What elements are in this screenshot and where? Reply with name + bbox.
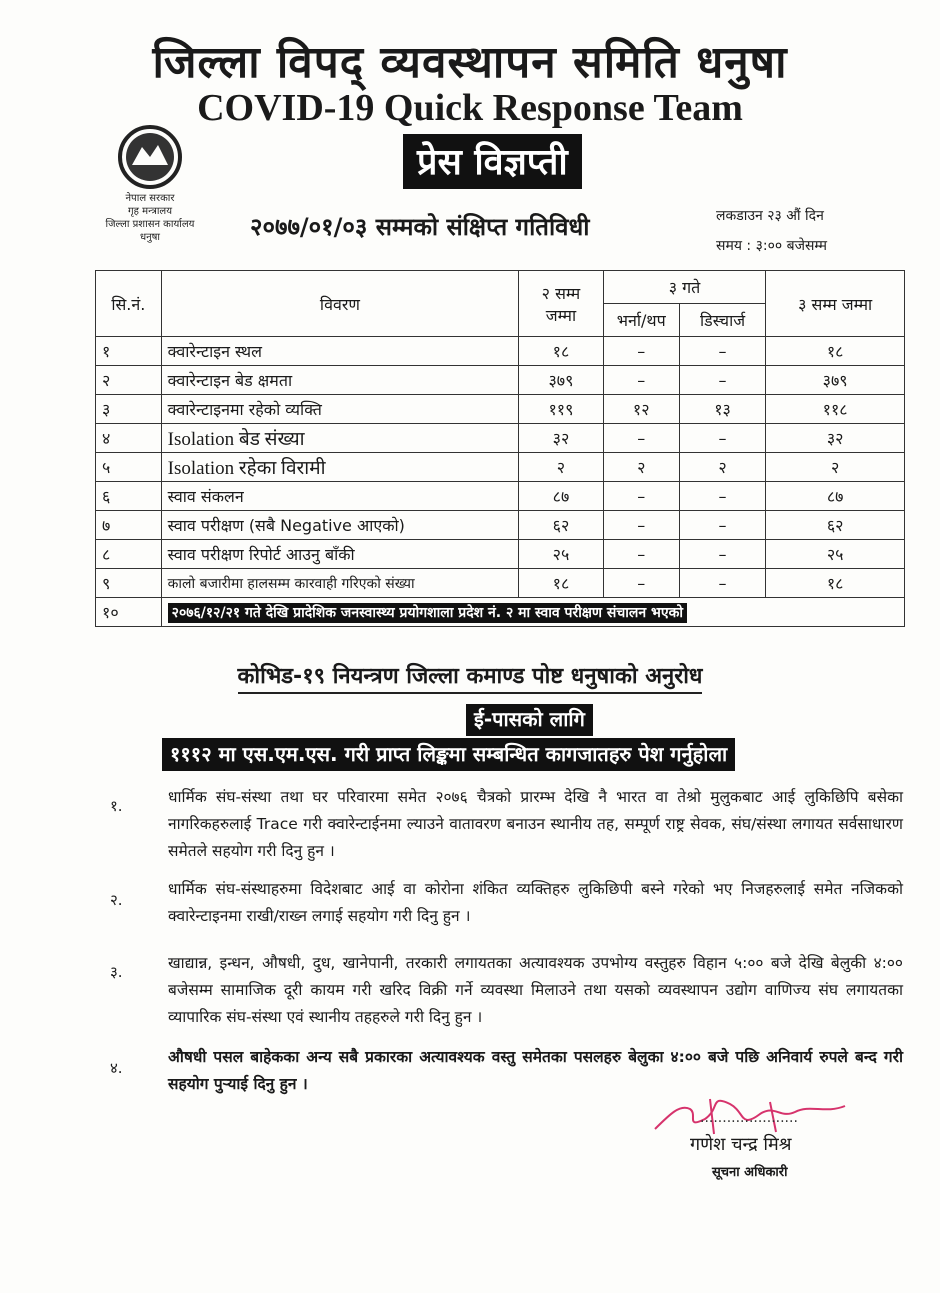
row-discharge: – [679,424,766,453]
seal-line1: नेपाल सरकार [125,193,175,204]
row-sn: ७ [96,511,162,540]
row-description: स्वाव परीक्षण रिपोर्ट आउनु बाँकी [161,540,519,569]
row-admit: – [603,511,679,540]
row-sn: ९ [96,569,162,598]
row-description: स्वाव परीक्षण (सबै Negative आएको) [161,511,519,540]
table-row [96,569,905,598]
table-row [96,453,905,482]
signature-line: ...................... [700,1110,798,1126]
table-row [96,395,905,424]
row-till3: ६२ [766,511,905,540]
row-admit: – [603,366,679,395]
appeal-item-text: धार्मिक संघ-संस्थाहरुमा विदेशबाट आई वा कोरोना शंकित व्यक्तिहरु लुकिछिपी बस्ने गरेको भए निजहरुलाई समेत नजिकको क्वारेन्टाइनमा राखी/राख्न लगाई सहयोग गरी दिनु हुन । [168,880,903,925]
row-admit: – [603,540,679,569]
seal-line3: जिल्ला प्रशासन कार्यालय [105,219,195,230]
sms-banner: १११२ मा एस.एम.एस. गरी प्राप्त लिङ्कमा सम्बन्धित कागजातहरु पेश गर्नुहोला [162,738,735,771]
row-sn: ४ [96,424,162,453]
row-admit: – [603,337,679,366]
item-number: २. [110,891,123,909]
row-admit: – [603,424,679,453]
row-description: कालो बजारीमा हालसम्म कारवाही गरिएको संख्या [161,569,519,598]
row-description: क्वारेन्टाइन स्थल [161,337,519,366]
row-description: Isolation बेड संख्या [161,424,519,453]
epass-banner: ई-पासको लागि [466,704,593,736]
row-description: स्वाव संकलन [161,482,519,511]
table-row [96,540,905,569]
table-row [96,482,905,511]
row-till2: २ [519,453,603,482]
appeal-item-text: खाद्यान्न, इन्धन, औषधी, दुध, खानेपानी, तरकारी लगायतका अत्यावश्यक उपभोग्य वस्तुहरु विहान ५:०० बजे देखि बेलुकी ४:०० बजेसम्म सामाजिक दूरी कायम गरी खरिद विक्री गर्ने व्यवस्था मिलाउने तथा यसको व्यवस्थापन उद्योग वाणिज्य संघ लगायतका व्यापारिक संघ-संस्था एवं स्थानीय तहहरुले गरी दिनु हुन । [168,954,903,1026]
row-admit: – [603,482,679,511]
office-title: जिल्ला विपद् व्यवस्थापन समिति धनुषा [152,37,788,88]
row-till2: २५ [519,540,603,569]
press-release-banner: प्रेस विज्ञप्ती [403,134,582,189]
report-time: समय : ३:०० बजेसम्म [716,238,827,254]
row-discharge: – [679,482,766,511]
row-till3: ८७ [766,482,905,511]
item-number: ३. [110,963,123,981]
row-discharge: २ [679,453,766,482]
header-discharge: डिस्चार्ज [679,304,766,337]
row-discharge: – [679,337,766,366]
government-seal-icon [80,115,220,245]
signer-title: सूचना अधिकारी [712,1165,788,1180]
summary-title: २०७७/०१/०३ सम्मको संक्षिप्त गतिविधी [250,213,590,241]
table-row [96,511,905,540]
row-sn: ८ [96,540,162,569]
row-discharge: – [679,366,766,395]
row-till3: ११८ [766,395,905,424]
row-sn: ६ [96,482,162,511]
row-till3: ३७९ [766,366,905,395]
header-till-2: २ सम्म जम्मा [519,271,603,337]
row-till3: २५ [766,540,905,569]
row-sn: २ [96,366,162,395]
table-row [96,424,905,453]
header-on-3: ३ गते [603,271,766,304]
table-note-row [96,598,905,627]
row-discharge: – [679,569,766,598]
seal-line4: धनुषा [139,232,161,243]
status-table [95,270,905,627]
lab-note: २०७६/१२/२१ गते देखि प्रादेशिक जनस्वास्थ्य प्रयोगशाला प्रदेश नं. २ मा स्वाव परीक्षण संचालन भएको [168,603,687,623]
row-till3: ३२ [766,424,905,453]
signer-name: गणेश चन्द्र मिश्र [690,1134,792,1155]
seal-line2: गृह मन्त्रालय [127,206,173,217]
row-till2: ११९ [519,395,603,424]
row-description: क्वारेन्टाइनमा रहेको व्यक्ति [161,395,519,424]
row-till3: २ [766,453,905,482]
row-till2: १८ [519,569,603,598]
header-sn: सि.नं. [96,271,162,337]
header-admit: भर्ना/थप [603,304,679,337]
lockdown-day: लकडाउन २३ औं दिन [716,208,824,224]
row-sn: ३ [96,395,162,424]
row-discharge: – [679,540,766,569]
row-till2: ६२ [519,511,603,540]
row-till2: ३२ [519,424,603,453]
row-sn: ५ [96,453,162,482]
row-discharge: – [679,511,766,540]
note-sn: १० [96,598,162,627]
row-till2: १८ [519,337,603,366]
row-sn: १ [96,337,162,366]
appeal-title: कोभिड-१९ नियन्त्रण जिल्ला कमाण्ड पोष्ट धनुषाको अनुरोध [238,664,703,694]
row-till3: १८ [766,569,905,598]
row-admit: १२ [603,395,679,424]
row-admit: – [603,569,679,598]
item-number: १. [110,797,123,815]
row-till2: ३७९ [519,366,603,395]
row-description: क्वारेन्टाइन बेड क्षमता [161,366,519,395]
appeal-item-text: औषधी पसल बाहेकका अन्य सबै प्रकारका अत्यावश्यक वस्तु समेतका पसलहरु बेलुका ४:०० बजे पछि अनिवार्य रुपले बन्द गरी सहयोग पुऱ्याई दिनु हुन । [168,1048,903,1093]
item-number: ४. [110,1059,123,1077]
row-till3: १८ [766,337,905,366]
team-title: COVID-19 Quick Response Team [197,87,743,129]
row-till2: ८७ [519,482,603,511]
table-row [96,366,905,395]
row-discharge: १३ [679,395,766,424]
header-description: विवरण [161,271,519,337]
row-description: Isolation रहेका विरामी [161,453,519,482]
appeal-item-text: धार्मिक संघ-संस्था तथा घर परिवारमा समेत २०७६ चैत्रको प्रारम्भ देखि नै भारत वा तेश्रो मुलुकबाट आई लुकिछिपि बसेका नागरिकहरुलाई Trace गरी क्वारेन्टाईनमा ल्याउने वातावरण बनाउन स्थानीय तह, सम्पूर्ण राष्ट्र सेवक, संघ/संस्था लगायत सर्वसाधारण समेतले सहयोग गरी दिनु हुन । [168,788,903,860]
table-row [96,337,905,366]
header-till-3: ३ सम्म जम्मा [766,271,905,337]
row-admit: २ [603,453,679,482]
